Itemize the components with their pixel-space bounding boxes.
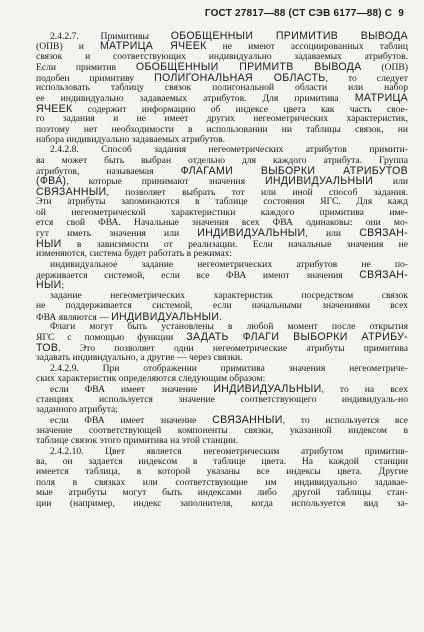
- text-line: [36, 447, 408, 457]
- text-segment: ;: [61, 280, 65, 291]
- text-segment: , то на всех: [321, 384, 408, 395]
- text-segment: го задания и не имеет других негеометрических характеристик,: [36, 114, 408, 125]
- text-line: [36, 104, 408, 114]
- text-segment: содержит информацию об индексе цвета как часть свое-: [72, 103, 408, 115]
- text-line: [36, 332, 408, 342]
- text-line: [36, 353, 408, 363]
- text-line: [36, 436, 408, 446]
- text-segment: или: [373, 176, 408, 187]
- text-segment: индивидуальное задание негеометрических атрибутов не по-: [50, 259, 408, 270]
- text-segment: ции (например, индекс заполнителя, когда используется вид за-: [36, 498, 408, 509]
- text-segment: заданного атрибута;: [36, 405, 118, 416]
- text-line: [36, 343, 408, 353]
- body-text: [36, 31, 408, 509]
- text-segment: ва может быть выбран отдельно для каждого атрибута. Группа: [36, 155, 408, 166]
- text-segment: держивается системой, если все ФВА имеют значения: [36, 269, 360, 281]
- term-caps: СВЯЗАННЫЙ: [212, 415, 283, 426]
- text-segment: атрибутов, называемая: [36, 166, 181, 177]
- text-line: [36, 478, 408, 488]
- text-segment: Флаги могут быть установлены в любой момент после открытия: [50, 321, 408, 332]
- text-segment: мые атрибуты могут быть индексами либо другой таблицы стан-: [36, 488, 408, 499]
- term-caps: ЗАДАТЬ ФЛАГИ ВЫБОРКИ АТРИБУ-: [186, 332, 408, 343]
- text-line: [36, 83, 408, 93]
- text-line: [36, 312, 408, 322]
- text-line: [36, 364, 408, 374]
- text-segment: 2.4.2.9. При отображении примитива значения негеометриче-: [50, 363, 408, 374]
- text-line: [36, 322, 408, 332]
- text-segment: 2.4.2.8. Способ задания негеометрических атрибутов примити-: [50, 145, 408, 156]
- text-segment: Эти атрибуты запоминаются в таблице состояния ЯГС. Для кажд: [36, 197, 408, 208]
- text-line: [36, 270, 408, 280]
- text-segment: 2.4.2.10. Цвет является негеометрическим атрибутом примитив-: [50, 446, 408, 457]
- text-line: [36, 62, 408, 72]
- text-segment: ЯГС с помощью функции: [36, 332, 187, 343]
- text-segment: ется свой ФВА. Начальные значения всех ФВА одинаковы: они мо-: [36, 218, 408, 229]
- text-line: [36, 280, 408, 290]
- text-line: [36, 384, 408, 394]
- text-segment: использовать таблицу связок полигональной области или набор: [36, 82, 408, 93]
- text-segment: ой негеометрической характеристики каждого примитива име-: [36, 207, 408, 218]
- term-caps: НЫЙ: [36, 238, 62, 250]
- text-segment: станциях используется значение соответствующего индивидуаль-но: [36, 394, 408, 405]
- text-line: [36, 301, 408, 311]
- header-title: ГОСТ 27817—88 (СТ СЭВ 6177—88) С: [204, 8, 393, 19]
- term-caps: ЯЧЕЕК: [36, 103, 73, 115]
- term-caps: МАТРИЦА ЯЧЕЕК: [99, 41, 207, 52]
- text-segment: задание негеометрических характеристик посредством связок: [50, 290, 408, 301]
- text-segment: подобен примитиву: [36, 72, 155, 83]
- text-segment: имеется таблица, в которой указаны все индексы цвета. Другие: [36, 467, 408, 478]
- text-segment: поэтому нет необходимости в использовании ни таблицы связок, ни: [36, 124, 408, 135]
- text-line: [36, 405, 408, 415]
- text-line: [36, 135, 408, 145]
- text-segment: Если примитив: [36, 62, 136, 73]
- text-segment: не поддерживается системой, если начальными значениями всех: [36, 301, 408, 312]
- text-segment: если ФВА имеет значение: [50, 415, 213, 426]
- text-line: [36, 374, 408, 384]
- text-line: [36, 426, 408, 436]
- text-segment: .: [219, 311, 222, 322]
- text-line: [36, 125, 408, 135]
- term-caps: ПОЛИГОНАЛЬНАЯ ОБЛАСТЬ: [154, 72, 326, 83]
- text-segment: ских характеристик определяются следующим образом:: [36, 373, 266, 384]
- term-caps: СВЯЗАННЫЙ: [36, 186, 107, 198]
- term-caps: СВЯЗАН-: [359, 269, 408, 281]
- term-caps: ИНДИВИДУАЛЬНЫЙ: [213, 384, 322, 395]
- text-line: [36, 176, 408, 186]
- text-segment: гут иметь значения или: [36, 228, 198, 239]
- text-line: [36, 114, 408, 124]
- term-caps: ИНДИВИДУАЛЬНЫЙ: [197, 228, 306, 239]
- term-caps: ОБОБЩЕННЫЙ ПРИМИТВ ВЫВОДА: [135, 62, 362, 73]
- text-line: [36, 395, 408, 405]
- text-line: [36, 166, 408, 176]
- text-line: [36, 457, 408, 467]
- text-line: [36, 488, 408, 498]
- text-line: [36, 249, 408, 259]
- text-line: [36, 197, 408, 207]
- text-segment: если ФВА имеет значение: [50, 384, 214, 395]
- text-line: [36, 228, 408, 238]
- text-line: [36, 52, 408, 62]
- text-segment: поля в связках или соответствующие им индивидуально задавае-: [36, 477, 408, 488]
- text-segment: значение соответствующей компоненты связки, указанной индексом в: [36, 425, 408, 436]
- page-number: 9: [398, 8, 404, 19]
- text-segment: ФВА являются —: [36, 311, 112, 322]
- text-line: [36, 208, 408, 218]
- term-caps: (ФВА): [36, 176, 67, 187]
- text-segment: , то следует: [325, 72, 408, 83]
- text-line: [36, 239, 408, 249]
- text-line: [36, 73, 408, 83]
- text-segment: 2.4.2.7. Примитивы: [50, 31, 171, 42]
- text-line: [36, 145, 408, 155]
- text-line: [36, 218, 408, 228]
- text-segment: задавать индивидуально, а другие — через связки.: [36, 353, 243, 364]
- text-segment: (ОПВ) и: [36, 41, 100, 52]
- term-caps: ФЛАГАМИ ВЫБОРКИ АТРИБУТОВ: [180, 166, 408, 177]
- text-line: [36, 93, 408, 103]
- text-segment: , которые принимают значения: [66, 176, 265, 187]
- text-line: [36, 291, 408, 301]
- text-segment: изменяются, система будет работать в режимах:: [36, 249, 233, 260]
- text-segment: . Это позволяет одни негеометрические атрибуты примитива: [58, 342, 408, 354]
- text-segment: , или: [305, 228, 360, 239]
- text-line: [36, 415, 408, 425]
- text-line: [36, 260, 408, 270]
- term-caps: СВЯЗАН-: [359, 228, 408, 239]
- term-caps: НЫЙ: [36, 280, 62, 291]
- term-caps: МАТРИЦА: [354, 93, 408, 104]
- text-line: [36, 31, 408, 41]
- text-line: [36, 187, 408, 197]
- text-segment: ва, он задается индексом в таблице цвета. На каждой станции: [36, 457, 408, 468]
- text-line: [36, 467, 408, 477]
- text-segment: не имеют ассоциированных таблиц: [206, 41, 408, 52]
- term-caps: ИНДИВИДУАЛЬНЫЙ: [111, 311, 220, 322]
- text-segment: (ОПВ): [361, 62, 408, 73]
- text-segment: набора индивидуально задаваемых атрибутов.: [36, 134, 226, 145]
- term-caps: ИНДИВИДУАЛЬНЫЙ: [264, 176, 374, 187]
- text-segment: таблице связок этого примитива на этой станции.: [36, 436, 239, 447]
- term-caps: ТОВ: [36, 342, 59, 354]
- page-header: [36, 8, 404, 19]
- text-segment: , то используется все: [282, 415, 408, 426]
- text-segment: , позволяет выбрать тот или иной способ задания.: [106, 186, 408, 198]
- text-segment: в зависимости от реализации. Если начальные значения не: [61, 238, 408, 250]
- text-segment: связок и соответствующих индивидуально задаваемых атрибутов.: [36, 51, 408, 62]
- term-caps: ОБОБЩЕННЫЙ ПРИМИТИВ ВЫВОДА: [170, 31, 408, 42]
- text-line: [36, 156, 408, 166]
- text-line: [36, 499, 408, 509]
- text-line: [36, 41, 408, 51]
- text-segment: ее индивидуально задаваемых атрибутов. Для примитива: [36, 93, 355, 104]
